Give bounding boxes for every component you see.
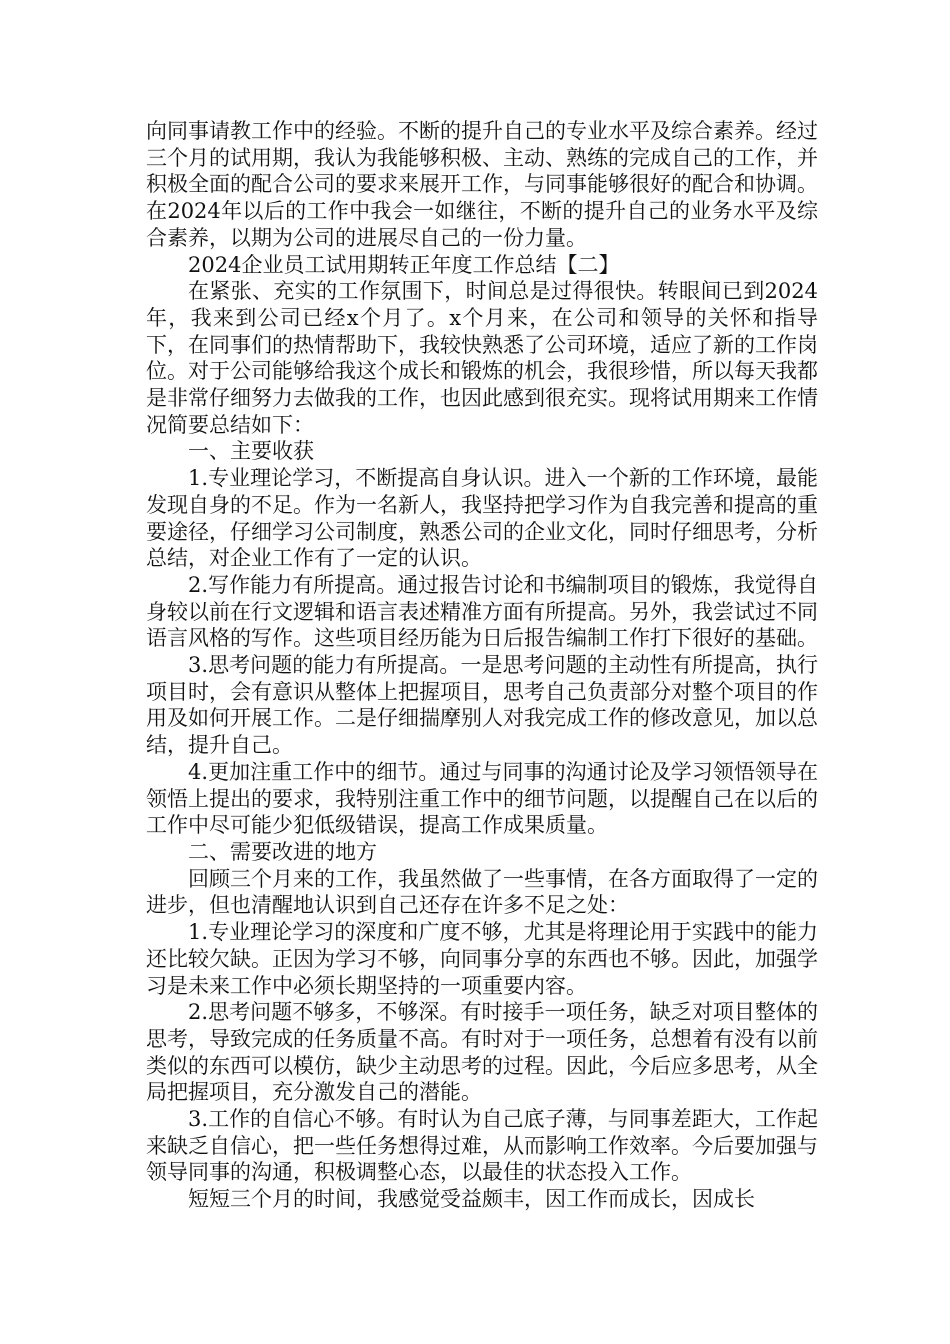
list-item-improve-1: 1.专业理论学习的深度和广度不够，尤其是将理论用于实践中的能力还比较欠缺。正因为学习不够，向同事分享的东西也不够。因此，加强学习是未来工作中必须长期坚持的一项重要内容。 (146, 920, 818, 998)
paragraph-closing: 短短三个月的时间，我感觉受益颇丰，因工作而成长，因成长 (188, 1187, 755, 1212)
heading-improvements: 二、需要改进的地方 (188, 839, 377, 864)
list-item-gain-2: 2.写作能力有所提高。通过报告讨论和书编制项目的锻炼，我觉得自身较以前在行文逻辑和语言表述精准方面有所提高。另外，我尝试过不同语言风格的写作。这些项目经历能为日后报告编制工作打下很好的基础。 (146, 572, 818, 651)
list-item-gain-3: 3.思考问题的能力有所提高。一是思考问题的主动性有所提高，执行项目时，会有意识从整体上把握项目，思考自己负责部分对整个项目的作用及如何开展工作。二是仔细揣摩别人对我完成工作的修改意见，加以总结，提升自己。 (146, 653, 818, 758)
paragraph-intro: 在紧张、充实的工作氛围下，时间总是过得很快。转眼间已到2024年，我来到公司已经x个月了。x个月来，在公司和领导的关怀和指导下，在同事们的热情帮助下，我较快熟悉了公司环境，适应了新的工作岗位。对于公司能够给我这个成长和锻炼的机会，我很珍惜，所以每天我都是非常仔细努力去做我的工作，也因此感到很充实。现将试用期来工作情况简要总结如下： (146, 279, 818, 437)
section-title: 2024企业员工试用期转正年度工作总结【二】 (188, 252, 620, 277)
list-item-improve-3: 3.工作的自信心不够。有时认为自己底子薄，与同事差距大，工作起来缺乏自信心，把一些任务想得过难，从而影响工作效率。今后要加强与领导同事的沟通，积极调整心态，以最佳的状态投入工作。 (146, 1107, 818, 1185)
list-item-gain-4: 4.更加注重工作中的细节。通过与同事的沟通讨论及学习领悟领导在领悟上提出的要求，我特别注重工作中的细节问题，以提醒自己在以后的工作中尽可能少犯低级错误，提高工作成果质量。 (146, 759, 818, 838)
paragraph-continuation: 向同事请教工作中的经验。不断的提升自己的专业水平及综合素养。经过三个月的试用期，我认为我能够积极、主动、熟练的完成自己的工作，并积极全面的配合公司的要求来展开工作，与同事能够很好的配合和协调。在2024年以后的工作中我会一如继往，不断的提升自己的业务水平及综合素养，以期为公司的进展尽自己的一份力量。 (146, 119, 818, 250)
list-item-gain-1: 1.专业理论学习，不断提高自身认识。进入一个新的工作环境，最能发现自身的不足。作为一名新人，我坚持把学习作为自我完善和提高的重要途径，仔细学习公司制度，熟悉公司的企业文化，同时仔细思考，分析总结，对企业工作有了一定的认识。 (146, 466, 818, 571)
document-page (146, 118, 818, 1213)
list-item-improve-2: 2.思考问题不够多，不够深。有时接手一项任务，缺乏对项目整体的思考，导致完成的任务质量不高。有时对于一项任务，总想着有没有以前类似的东西可以模仿，缺少主动思考的过程。因此，今后应多思考，从全局把握项目，充分激发自己的潜能。 (146, 1000, 818, 1105)
paragraph-review: 回顾三个月来的工作，我虽然做了一些事情，在各方面取得了一定的进步，但也清醒地认识到自己还存在许多不足之处： (146, 866, 818, 918)
heading-main-gains: 一、主要收获 (188, 439, 314, 464)
